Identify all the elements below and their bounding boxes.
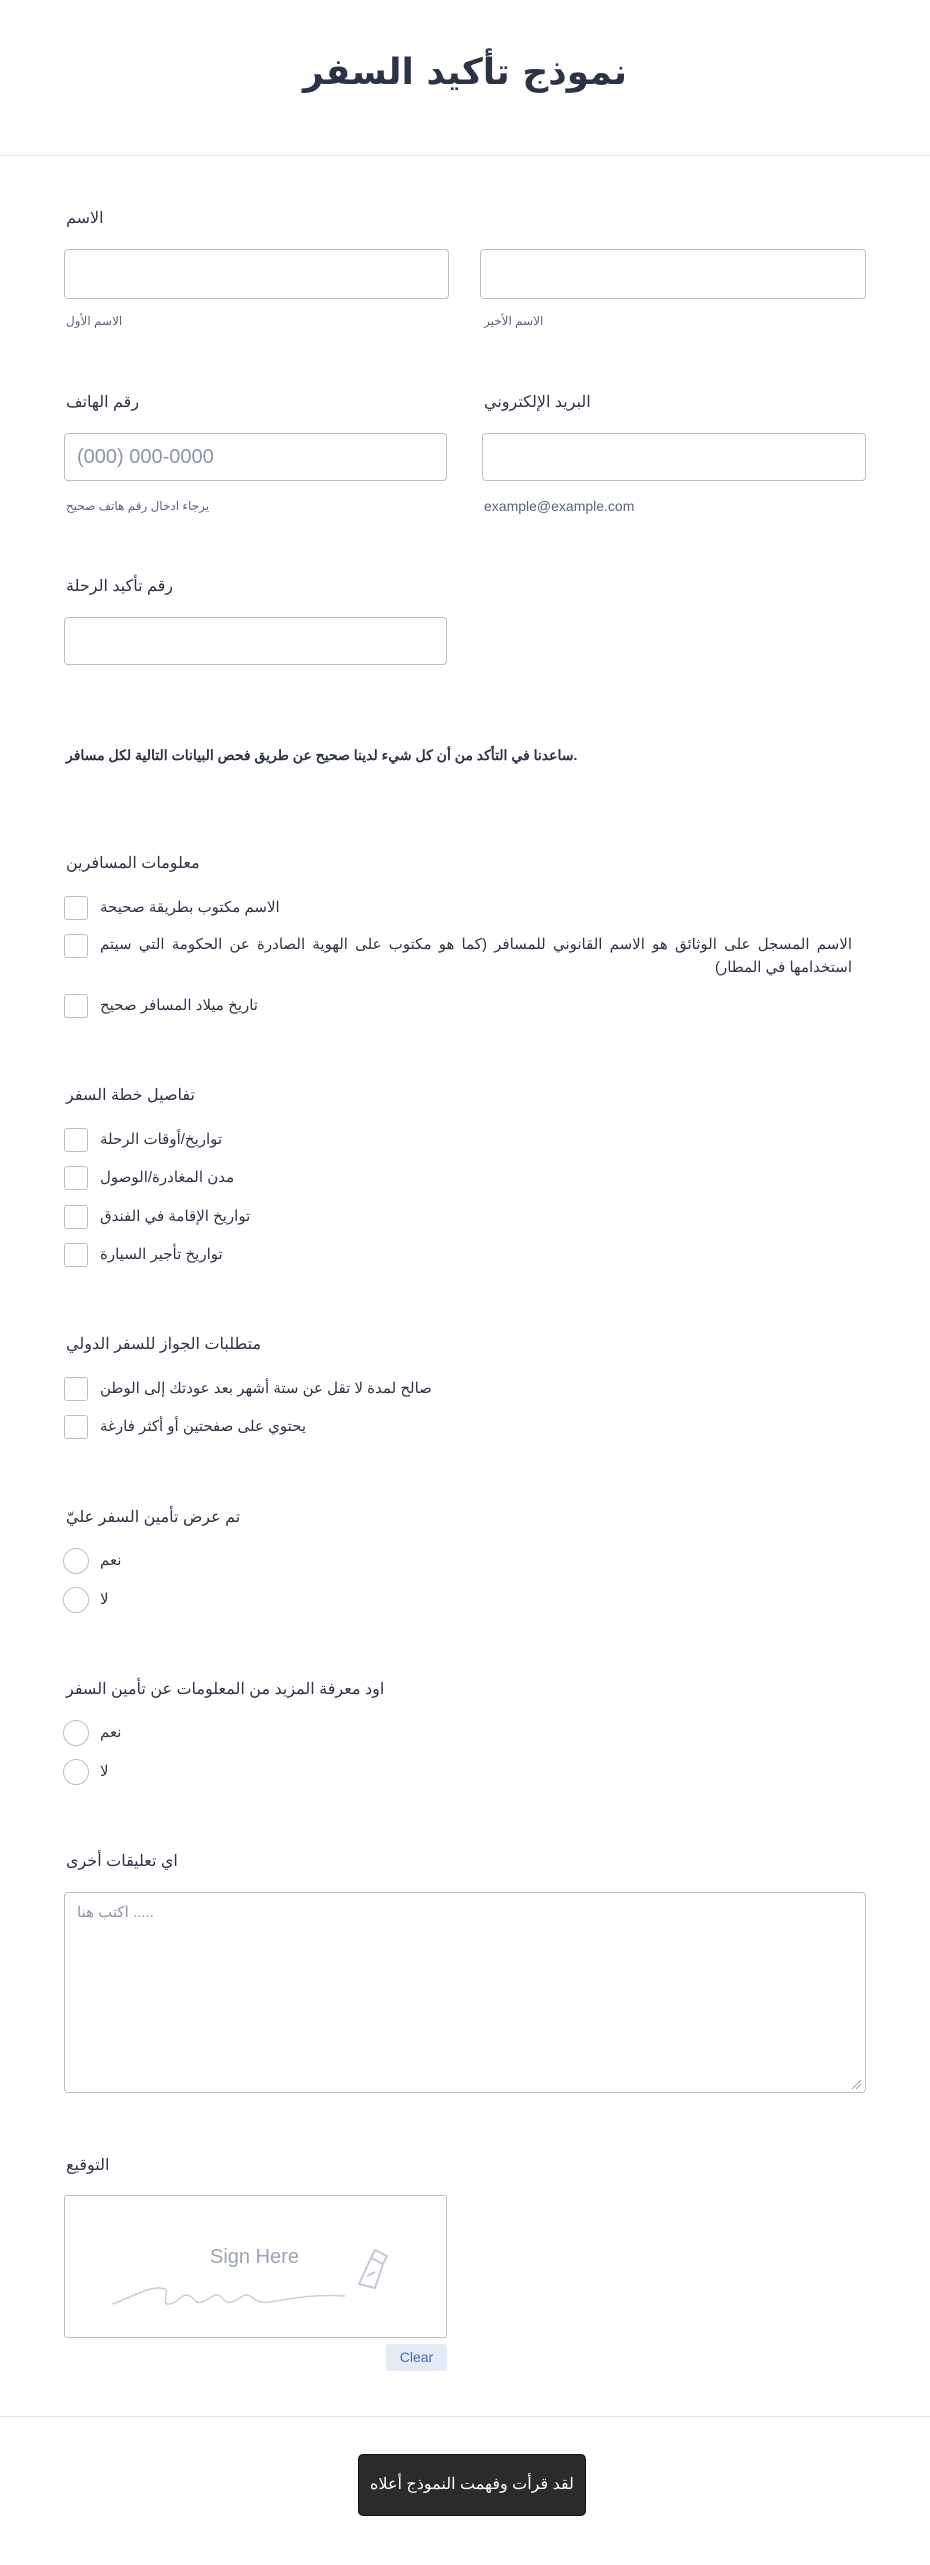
comments-textarea[interactable] — [64, 1892, 866, 2093]
comments-label: اي تعليقات أخرى — [66, 1853, 178, 1870]
passenger-legal-name-checkbox[interactable] — [64, 934, 88, 958]
itinerary-label: تفاصيل خطة السفر — [66, 1087, 195, 1104]
car-rental-checkbox[interactable] — [64, 1243, 88, 1267]
insurance-offered-yes-option: نعم — [100, 1552, 122, 1569]
insurance-offered-no-option: لا — [100, 1591, 109, 1608]
passenger-legal-name-option: الاسم المسجل على الوثائق هو الاسم القانوني للمسافر (كما هو مكتوب على الهوية الصادرة عن الحكومة التي سيتم استخدامها في المطار) — [100, 936, 852, 976]
insurance-more-no-radio[interactable] — [63, 1759, 89, 1785]
phone-input[interactable] — [64, 433, 447, 481]
flight-dates-checkbox[interactable] — [64, 1128, 88, 1152]
passport-valid-checkbox[interactable] — [64, 1377, 88, 1401]
insurance-more-no-option: لا — [100, 1763, 109, 1780]
first-name-input[interactable] — [64, 249, 449, 299]
cities-option: مدن المغادرة/الوصول — [100, 1169, 235, 1186]
insurance-more-label: اود معرفة المزيد من المعلومات عن تأمين السفر — [66, 1681, 385, 1698]
footer-divider — [0, 2416, 930, 2417]
resize-handle-icon[interactable] — [850, 2078, 862, 2090]
email-sublabel: example@example.com — [484, 498, 635, 514]
name-label: الاسم — [66, 210, 104, 227]
hotel-dates-checkbox[interactable] — [64, 1205, 88, 1229]
passport-label: متطلبات الجواز للسفر الدولي — [66, 1336, 262, 1353]
insurance-more-yes-option: نعم — [100, 1724, 122, 1741]
confirmation-input[interactable] — [64, 617, 447, 665]
page-title: نموذج تأكيد السفر — [303, 52, 627, 93]
last-name-sublabel: الاسم الأخير — [484, 314, 544, 328]
first-name-sublabel: الاسم الأول — [66, 314, 123, 328]
submit-button[interactable]: لقد قرأت وفهمت النموذج أعلاه — [358, 2454, 586, 2516]
flight-dates-option: تواريخ/أوقات الرحلة — [100, 1131, 223, 1148]
cities-checkbox[interactable] — [64, 1166, 88, 1190]
verification-note: ساعدنا في التأكد من أن كل شيء لدينا صحيح عن طريق فحص البيانات التالية لكل مسافر. — [66, 747, 578, 763]
passport-pages-checkbox[interactable] — [64, 1415, 88, 1439]
passenger-name-checkbox[interactable] — [64, 896, 88, 920]
passport-pages-option: يحتوي على صفحتين أو أكثر فارغة — [100, 1418, 307, 1435]
passenger-dob-option: تاريخ ميلاد المسافر صحيح — [100, 997, 258, 1014]
passengers-label: معلومات المسافرين — [66, 855, 200, 872]
phone-sublabel: يرجاء ادخال رقم هاتف صحيح — [66, 499, 210, 513]
confirmation-label: رقم تأكيد الرحلة — [66, 578, 173, 595]
signature-scribble-icon — [110, 2244, 410, 2314]
email-label: البريد الإلكتروني — [484, 394, 591, 411]
car-rental-option: تواريخ تأجير السيارة — [100, 1246, 223, 1263]
clear-signature-button[interactable]: Clear — [386, 2344, 447, 2371]
passenger-name-option: الاسم مكتوب بطريقة صحيحة — [100, 899, 280, 916]
last-name-input[interactable] — [480, 249, 866, 299]
phone-label: رقم الهاتف — [66, 394, 140, 411]
passenger-dob-checkbox[interactable] — [64, 994, 88, 1018]
insurance-more-yes-radio[interactable] — [63, 1720, 89, 1746]
hotel-dates-option: تواريخ الإقامة في الفندق — [100, 1208, 251, 1225]
passport-valid-option: صالح لمدة لا تقل عن ستة أشهر بعد عودتك إلى الوطن — [100, 1380, 432, 1397]
signature-pad[interactable] — [64, 2195, 447, 2338]
signature-label: التوقيع — [66, 2157, 110, 2174]
insurance-offered-yes-radio[interactable] — [63, 1548, 89, 1574]
email-input[interactable] — [482, 433, 866, 481]
header-divider — [0, 155, 930, 156]
sign-here-prompt: Sign Here — [210, 2246, 299, 2268]
insurance-offered-label: تم عرض تأمين السفر عليّ — [66, 1509, 241, 1526]
insurance-offered-no-radio[interactable] — [63, 1587, 89, 1613]
